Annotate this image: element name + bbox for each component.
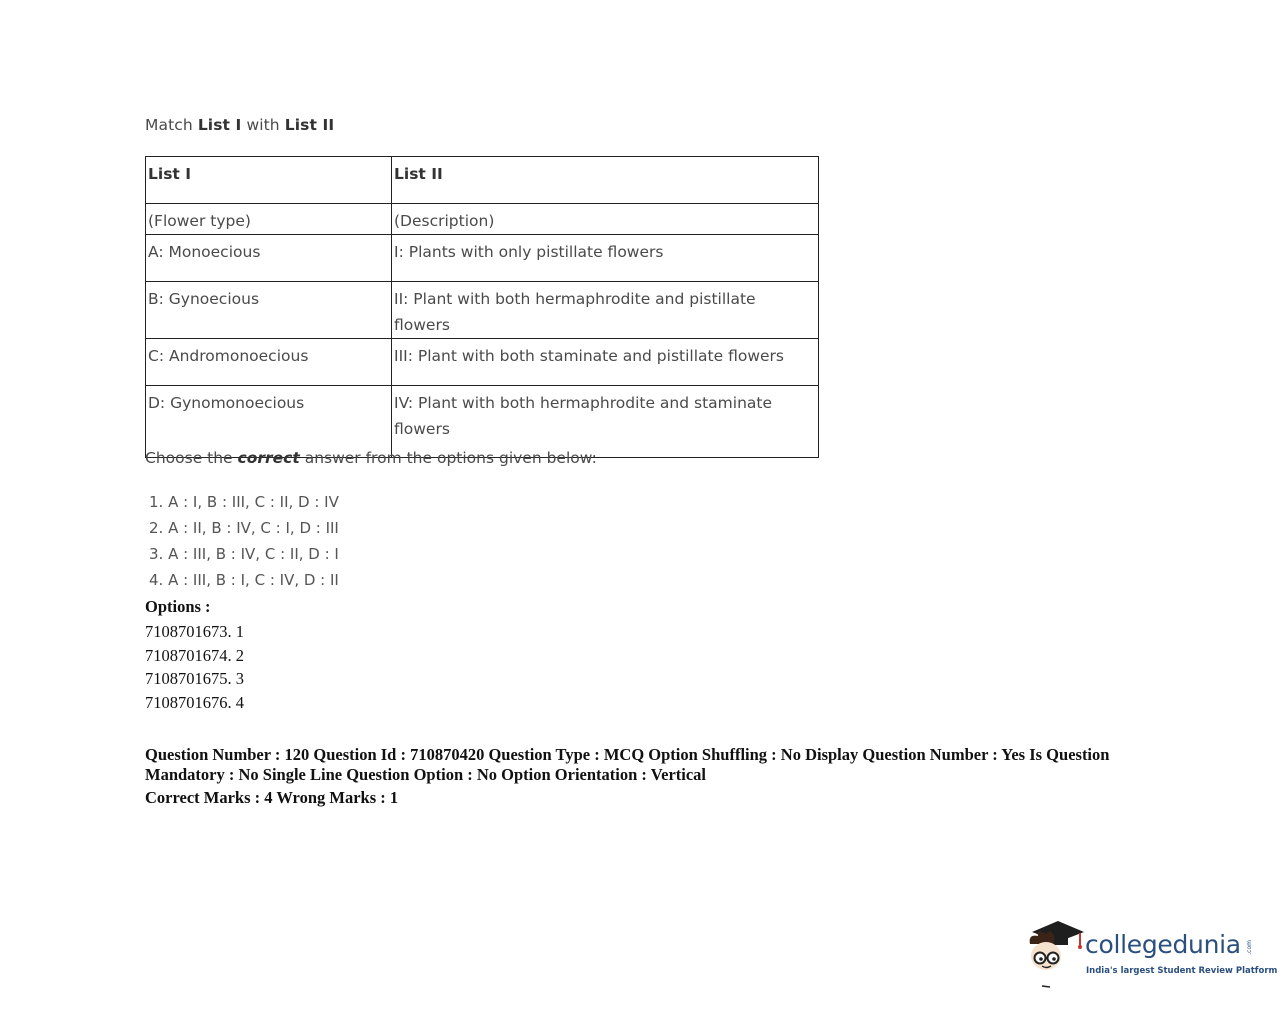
subheader-list1: (Flower type)	[146, 204, 392, 235]
question-metadata	[145, 745, 1145, 808]
intro-list2: List II	[284, 116, 335, 134]
table-cell: D: Gynomonoecious	[146, 386, 392, 458]
intro-middle: with	[241, 116, 285, 134]
choose-instruction	[145, 449, 597, 467]
table-cell: B: Gynoecious	[146, 282, 392, 339]
options-heading: Options :	[145, 597, 211, 616]
table-row	[146, 339, 819, 386]
answer-choices	[149, 489, 339, 593]
table-cell: II: Plant with both hermaphrodite and pistillate flowers	[392, 282, 819, 339]
question-intro	[145, 116, 334, 134]
brand-name: collegedunia	[1085, 930, 1241, 959]
brand-com: .com	[1246, 940, 1253, 955]
choose-emphasis: correct	[237, 449, 300, 467]
collegedunia-logo	[1024, 918, 1278, 990]
mascot-icon	[1024, 918, 1086, 988]
option-item: 7108701674. 2	[145, 645, 244, 665]
table-cell: A: Monoecious	[146, 235, 392, 282]
table-cell: I: Plants with only pistillate flowers	[392, 235, 819, 282]
table-row	[146, 282, 819, 339]
answer-choice-1: 1. A : I, B : III, C : II, D : IV	[149, 493, 339, 511]
choose-suffix: answer from the options given below:	[299, 449, 597, 467]
answer-choice-2: 2. A : II, B : IV, C : I, D : III	[149, 519, 339, 537]
intro-prefix: Match	[145, 116, 198, 134]
header-list1: List I	[146, 157, 392, 204]
table-cell: IV: Plant with both hermaphrodite and staminate flowers	[392, 386, 819, 458]
options-block	[145, 596, 244, 714]
table-cell: III: Plant with both staminate and pistillate flowers	[392, 339, 819, 386]
table-header-row	[146, 157, 819, 204]
table-row	[146, 235, 819, 282]
match-table	[145, 156, 819, 458]
table-subheader-row	[146, 204, 819, 235]
option-item: 7108701675. 3	[145, 669, 244, 689]
header-list2: List II	[392, 157, 819, 204]
table-cell: C: Andromonoecious	[146, 339, 392, 386]
brand-tagline: India's largest Student Review Platform	[1086, 966, 1278, 976]
answer-choice-3: 3. A : III, B : IV, C : II, D : I	[149, 545, 339, 563]
intro-list1: List I	[197, 116, 242, 134]
option-item: 7108701676. 4	[145, 692, 244, 712]
answer-choice-4: 4. A : III, B : I, C : IV, D : II	[149, 571, 339, 589]
subheader-list2: (Description)	[392, 204, 819, 235]
table-row	[146, 386, 819, 458]
choose-prefix: Choose the	[145, 449, 238, 467]
option-item: 7108701673. 1	[145, 622, 244, 641]
marks-line: Correct Marks : 4 Wrong Marks : 1	[145, 788, 399, 807]
metadata-line: Question Number : 120 Question Id : 710870420 Question Type : MCQ Option Shuffling : No Display Question Number : Yes Is Question Mandatory : No Single Line Question Option : No Option Orientation : Vertical	[145, 745, 1110, 784]
